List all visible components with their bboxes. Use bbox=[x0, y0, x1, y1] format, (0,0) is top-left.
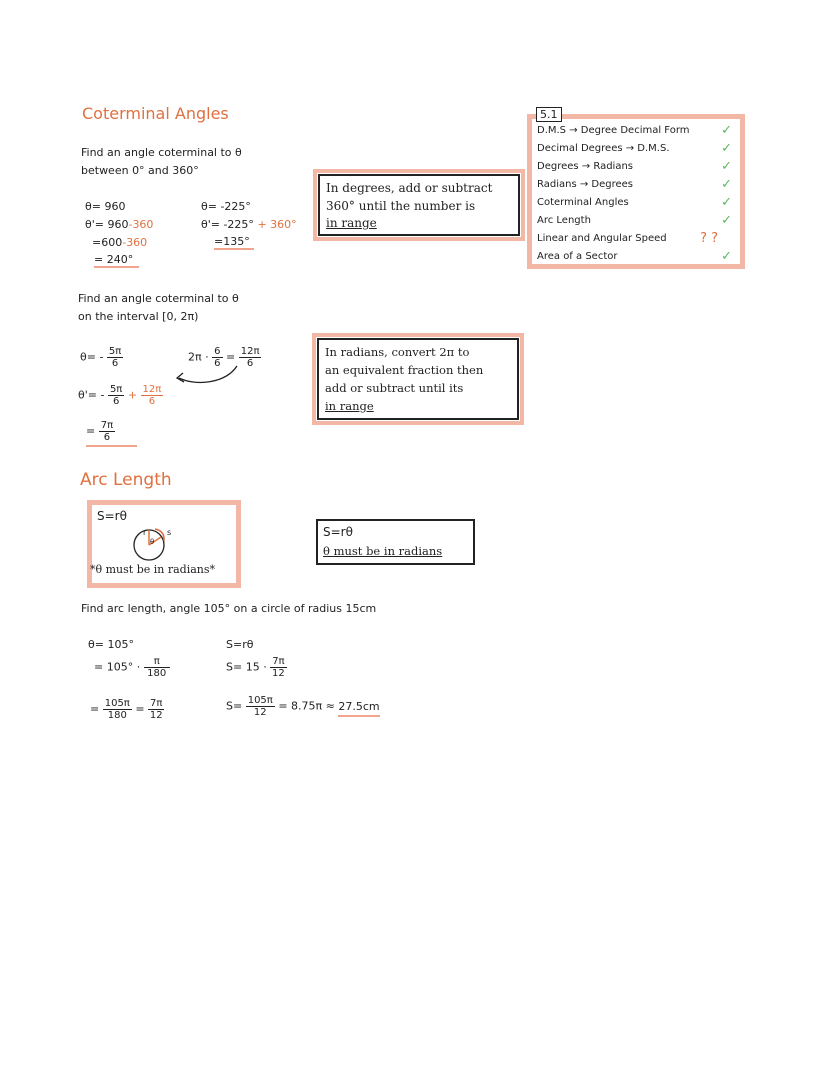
arc-r3 bbox=[226, 695, 380, 718]
arc-rule-line2: θ must be in radians bbox=[323, 544, 443, 558]
radians-tip-line2: an equivalent fraction then bbox=[325, 363, 484, 377]
arc-l2-a: = 105° · bbox=[94, 660, 141, 674]
rad-res-label: = bbox=[86, 424, 96, 438]
rad-plus: + bbox=[127, 388, 138, 402]
arc-r2-frac bbox=[270, 656, 286, 679]
rad-theta bbox=[80, 346, 123, 369]
curved-arrow-icon bbox=[165, 362, 245, 388]
radians-tip-line4: in range bbox=[325, 399, 374, 413]
arc-l3-den: 180 bbox=[107, 710, 127, 721]
arc-r2-num: 7π bbox=[272, 656, 285, 667]
checklist-item bbox=[537, 251, 732, 262]
rad-res-frac bbox=[99, 420, 115, 443]
deg-ex1-line2-b: -360 bbox=[128, 218, 154, 231]
checklist-item-label: Arc Length bbox=[537, 215, 591, 226]
arc-rule-box bbox=[316, 519, 475, 565]
deg-ex1-result: = 240° bbox=[94, 253, 139, 268]
deg-ex1-line3-a: =600 bbox=[92, 236, 123, 249]
checkmark-icon: ✓ bbox=[721, 177, 732, 192]
rad-theta-den: 6 bbox=[111, 358, 119, 369]
rad-theta-num: 5π bbox=[108, 346, 122, 357]
checklist-item-label: Coterminal Angles bbox=[537, 197, 629, 208]
deg-ex2-line2 bbox=[201, 218, 297, 231]
checklist-item-label: Linear and Angular Speed bbox=[537, 233, 667, 244]
arc-r3-num: 105π bbox=[247, 695, 273, 706]
rad-eq: = bbox=[226, 350, 236, 364]
rad-theta-frac bbox=[107, 346, 123, 369]
radians-tip-box bbox=[317, 338, 519, 420]
rad-result bbox=[86, 420, 137, 447]
rad-thetap-num: 5π bbox=[109, 384, 123, 395]
arc-rule-line1: S=rθ bbox=[323, 525, 353, 539]
rad-theta-label: θ= - bbox=[80, 350, 104, 364]
coterminal-deg-prompt-2: between 0° and 360° bbox=[81, 164, 199, 177]
rad-res-den: 6 bbox=[103, 432, 111, 443]
checkmark-icon: ✓ bbox=[721, 249, 732, 264]
arc-length-title: Arc Length bbox=[80, 470, 172, 490]
arc-r3-b: = 8.75π ≈ bbox=[278, 699, 335, 713]
coterminal-title: Coterminal Angles bbox=[82, 104, 229, 123]
deg-ex2-line2-b: + 360° bbox=[257, 218, 297, 231]
radians-tip-line3: add or subtract until its bbox=[325, 381, 464, 395]
arc-l1: θ= 105° bbox=[88, 638, 134, 651]
checklist-item bbox=[537, 161, 732, 172]
checklist-item bbox=[537, 125, 732, 136]
arc-l3-a: = bbox=[90, 702, 100, 716]
rad-twelve-num: 12π bbox=[240, 346, 260, 357]
arc-l2-den: 180 bbox=[147, 668, 167, 679]
arc-l2 bbox=[94, 656, 170, 679]
checklist-item-label: Degrees → Radians bbox=[537, 161, 634, 172]
coterminal-deg-prompt-1: Find an angle coterminal to θ bbox=[81, 146, 242, 159]
checklist-item-label: D.M.S → Degree Decimal Form bbox=[537, 125, 690, 136]
circle-s-label: s bbox=[167, 528, 172, 537]
rad-six-den: 6 bbox=[214, 358, 221, 369]
question-mark-icon: ? ? bbox=[700, 231, 718, 246]
coterminal-rad-prompt-1: Find an angle coterminal to θ bbox=[78, 292, 239, 305]
deg-ex2-result: =135° bbox=[214, 235, 254, 250]
rad-thetap-den: 6 bbox=[112, 396, 120, 407]
circle-theta-label: θ bbox=[150, 538, 155, 546]
checklist-item-label: Decimal Degrees → D.M.S. bbox=[537, 143, 670, 154]
checkmark-icon: ✓ bbox=[721, 213, 732, 228]
checklist-item-label: Area of a Sector bbox=[537, 251, 618, 262]
arc-r2-den: 12 bbox=[272, 668, 285, 679]
deg-ex2-line1: θ= -225° bbox=[201, 200, 251, 213]
arc-r1: S=rθ bbox=[226, 638, 254, 651]
degrees-tip-line1: In degrees, add or subtract bbox=[326, 181, 493, 195]
arc-r2-a: S= 15 · bbox=[226, 660, 267, 674]
arc-l3-frac2 bbox=[148, 698, 164, 721]
rad-add-num: 12π bbox=[142, 384, 162, 395]
deg-ex1-line2 bbox=[85, 218, 153, 231]
deg-ex2-line2-a: θ'= -225° bbox=[201, 218, 254, 231]
checklist-item bbox=[537, 143, 732, 154]
arc-answer: 27.5cm bbox=[338, 700, 379, 717]
rad-add-den: 6 bbox=[148, 396, 156, 407]
arc-radians-note: *θ must be in radians* bbox=[90, 563, 216, 576]
degrees-tip-line2: 360° until the number is bbox=[326, 199, 476, 213]
checkmark-icon: ✓ bbox=[721, 159, 732, 174]
arc-formula-box bbox=[87, 500, 241, 588]
checkmark-icon: ✓ bbox=[721, 141, 732, 156]
deg-ex1-line3-b: -360 bbox=[122, 236, 148, 249]
rad-res-num: 7π bbox=[100, 420, 114, 431]
rad-thetap-frac bbox=[108, 384, 124, 407]
checklist-item bbox=[537, 197, 732, 208]
rad-two-pi: 2π · bbox=[188, 350, 209, 364]
degrees-tip-box bbox=[318, 174, 520, 236]
arc-l3-eq: = bbox=[135, 702, 145, 716]
arc-r3-den: 12 bbox=[253, 707, 267, 718]
arc-l3-num: 105π bbox=[104, 698, 130, 709]
circle-r-label: r bbox=[143, 528, 147, 537]
rad-six-num: 6 bbox=[214, 346, 221, 357]
arc-r3-frac bbox=[246, 695, 275, 718]
checkmark-icon: ✓ bbox=[721, 123, 732, 138]
arc-l3 bbox=[90, 698, 164, 721]
arc-l3-num2: 7π bbox=[150, 698, 163, 709]
checklist-header: 5.1 bbox=[536, 107, 562, 122]
deg-ex1-line1: θ= 960 bbox=[85, 200, 126, 213]
arc-r3-a: S= bbox=[226, 699, 243, 713]
coterminal-rad-prompt-2: on the interval [0, 2π) bbox=[78, 310, 199, 323]
arc-r2 bbox=[226, 656, 287, 679]
arc-problem: Find arc length, angle 105° on a circle of radius 15cm bbox=[81, 602, 377, 615]
rad-thetap-label: θ'= - bbox=[78, 388, 105, 402]
degrees-tip-line3: in range bbox=[326, 216, 377, 230]
arc-l2-num: π bbox=[144, 656, 170, 668]
radians-tip-line1: In radians, convert 2π to bbox=[325, 345, 470, 359]
arc-l3-frac1 bbox=[103, 698, 132, 721]
rad-twelve-den: 6 bbox=[246, 358, 254, 369]
checklist-item-label: Radians → Degrees bbox=[537, 179, 634, 190]
arc-formula: S=rθ bbox=[97, 509, 127, 523]
checkmark-icon: ✓ bbox=[721, 195, 732, 210]
rad-theta-prime bbox=[78, 384, 163, 407]
deg-ex1-line3 bbox=[92, 236, 147, 249]
checklist-item bbox=[537, 233, 732, 244]
deg-ex1-line2-a: θ'= 960 bbox=[85, 218, 129, 231]
checklist-item bbox=[537, 215, 732, 226]
arc-l3-den2: 12 bbox=[149, 710, 163, 721]
arc-l2-frac bbox=[144, 656, 170, 679]
checklist-box bbox=[527, 108, 745, 269]
circle-sector-icon bbox=[125, 521, 181, 565]
rad-add-frac bbox=[141, 384, 164, 407]
checklist-item bbox=[537, 179, 732, 190]
